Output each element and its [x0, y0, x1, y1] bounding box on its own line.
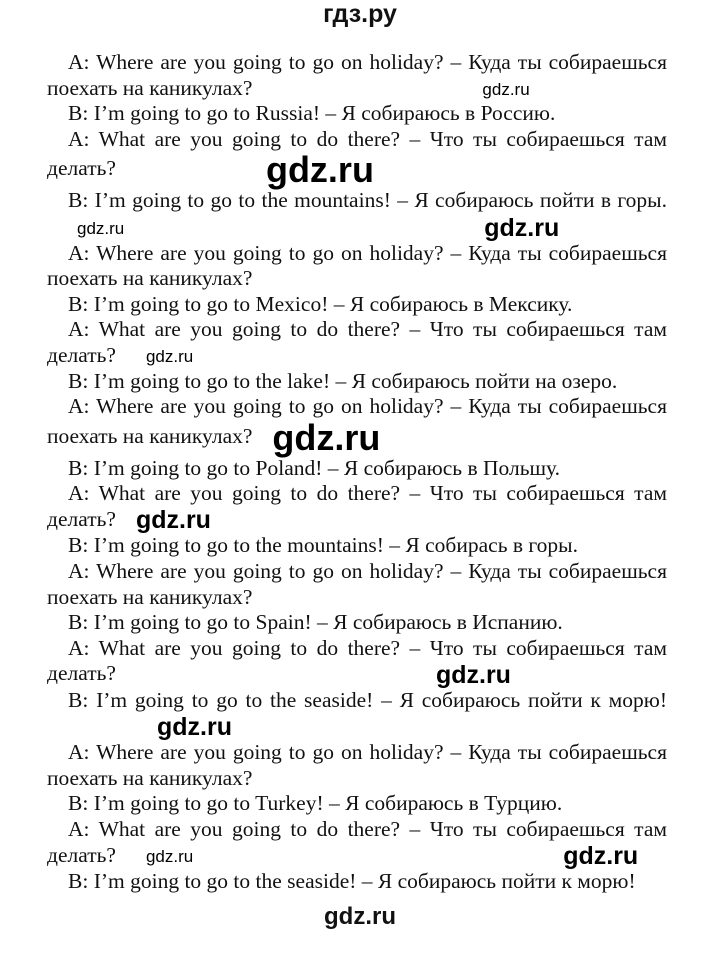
dialogue-text-span: A: Where are you going to go on holiday? – Куда ты собираешься поехать на каникулах?	[47, 394, 667, 448]
dialogue-text-span: A: Where are you going to go on holiday? – Куда ты собираешься поехать на каникулах?	[47, 559, 667, 609]
dialogue-text-span: A: Where are you going to go on holiday? – Куда ты собираешься поехать на каникулах?	[47, 740, 667, 790]
dialogue-line	[47, 292, 667, 318]
dialogue-line	[47, 559, 667, 610]
dialogue-line	[47, 317, 667, 368]
dialogue-text-span: B: I’m going to go to the seaside! – Я собираюсь пойти к морю!	[68, 687, 667, 712]
watermark: gdz.ru	[484, 213, 560, 242]
watermark: gdz.ru	[145, 347, 194, 367]
dialogue-line	[47, 533, 667, 559]
site-footer: gdz.ru	[324, 902, 396, 930]
watermark: gdz.ru	[482, 80, 530, 100]
dialogue-line	[47, 127, 667, 189]
dialogue-text-span: A: What are you going to do there? – Что ты собираешься там делать?	[47, 635, 667, 686]
dialogue-text-span: A: What are you going to do there? – Что ты собираешься там делать?	[47, 317, 667, 367]
dialogue-text-span: A: What are you going to do there? – Что ты собираешься там делать?	[47, 816, 667, 867]
dialogue-line	[47, 817, 667, 869]
dialogue-line	[47, 394, 667, 456]
dialogue-line	[47, 869, 667, 895]
dialogue-line	[47, 369, 667, 395]
dialogue-line	[47, 188, 667, 240]
dialogue-text-span: B: I’m going to go to Turkey! – Я собираюсь в Турцию.	[68, 791, 563, 816]
dialogue-text-span: B: I’m going to go to the seaside! – Я собираюсь пойти к морю!	[68, 869, 636, 894]
dialogue-text-span: B: I’m going to go to Spain! – Я собираюсь в Испанию.	[68, 610, 563, 635]
watermark: gdz.ru	[272, 416, 381, 458]
watermark: gdz.ru	[265, 149, 374, 191]
dialogue-text-span: A: What are you going to do there? – Что ты собираешься там делать?	[47, 481, 667, 531]
dialogue-line	[47, 688, 667, 740]
watermark: gdz.ru	[157, 713, 232, 742]
dialogue-line	[47, 241, 667, 292]
dialogue-text-span: B: I’m going to go to the mountains! – Я собираюсь пойти в горы.	[68, 188, 667, 213]
watermark: gdz.ru	[435, 660, 511, 689]
dialogue-line	[47, 50, 667, 101]
watermark: gdz.ru	[135, 506, 211, 535]
dialogue-line	[47, 101, 667, 127]
dialogue-line	[47, 456, 667, 482]
dialogue-line	[47, 740, 667, 791]
dialogue-line	[47, 610, 667, 636]
watermark: gdz.ru	[77, 218, 125, 238]
watermark: gdz.ru	[563, 842, 639, 871]
dialogue-line	[47, 481, 667, 533]
dialogue-text-span: B: I’m going to go to Mexico! – Я собираюсь в Мексику.	[68, 291, 573, 316]
dialogue-text-span: B: I’m going to go to the mountains! – Я собирась в горы.	[68, 533, 579, 558]
dialogue-line	[47, 636, 667, 688]
site-header: гдз.ру	[323, 0, 397, 28]
dialogue-line	[47, 791, 667, 817]
dialogue-text-span: A: Where are you going to go on holiday? – Куда ты собираешься поехать на каникулах?	[47, 240, 667, 291]
dialogue-text-span: B: I’m going to go to Russia! – Я собираюсь в Россию.	[68, 101, 556, 126]
dialogue-text-span: B: I’m going to go to the lake! – Я собираюсь пойти на озеро.	[68, 368, 618, 393]
dialogue-text-span: B: I’m going to go to Poland! – Я собираюсь в Польшу.	[68, 455, 561, 480]
dialogue-text-span: A: Where are you going to go on holiday? – Куда ты собираешься поехать на каникулах?	[47, 50, 667, 100]
dialogue-text-span: A: What are you going to do there? – Что ты собираешься там делать?	[47, 126, 667, 181]
dialogue-text	[47, 50, 667, 895]
watermark: gdz.ru	[145, 847, 194, 867]
